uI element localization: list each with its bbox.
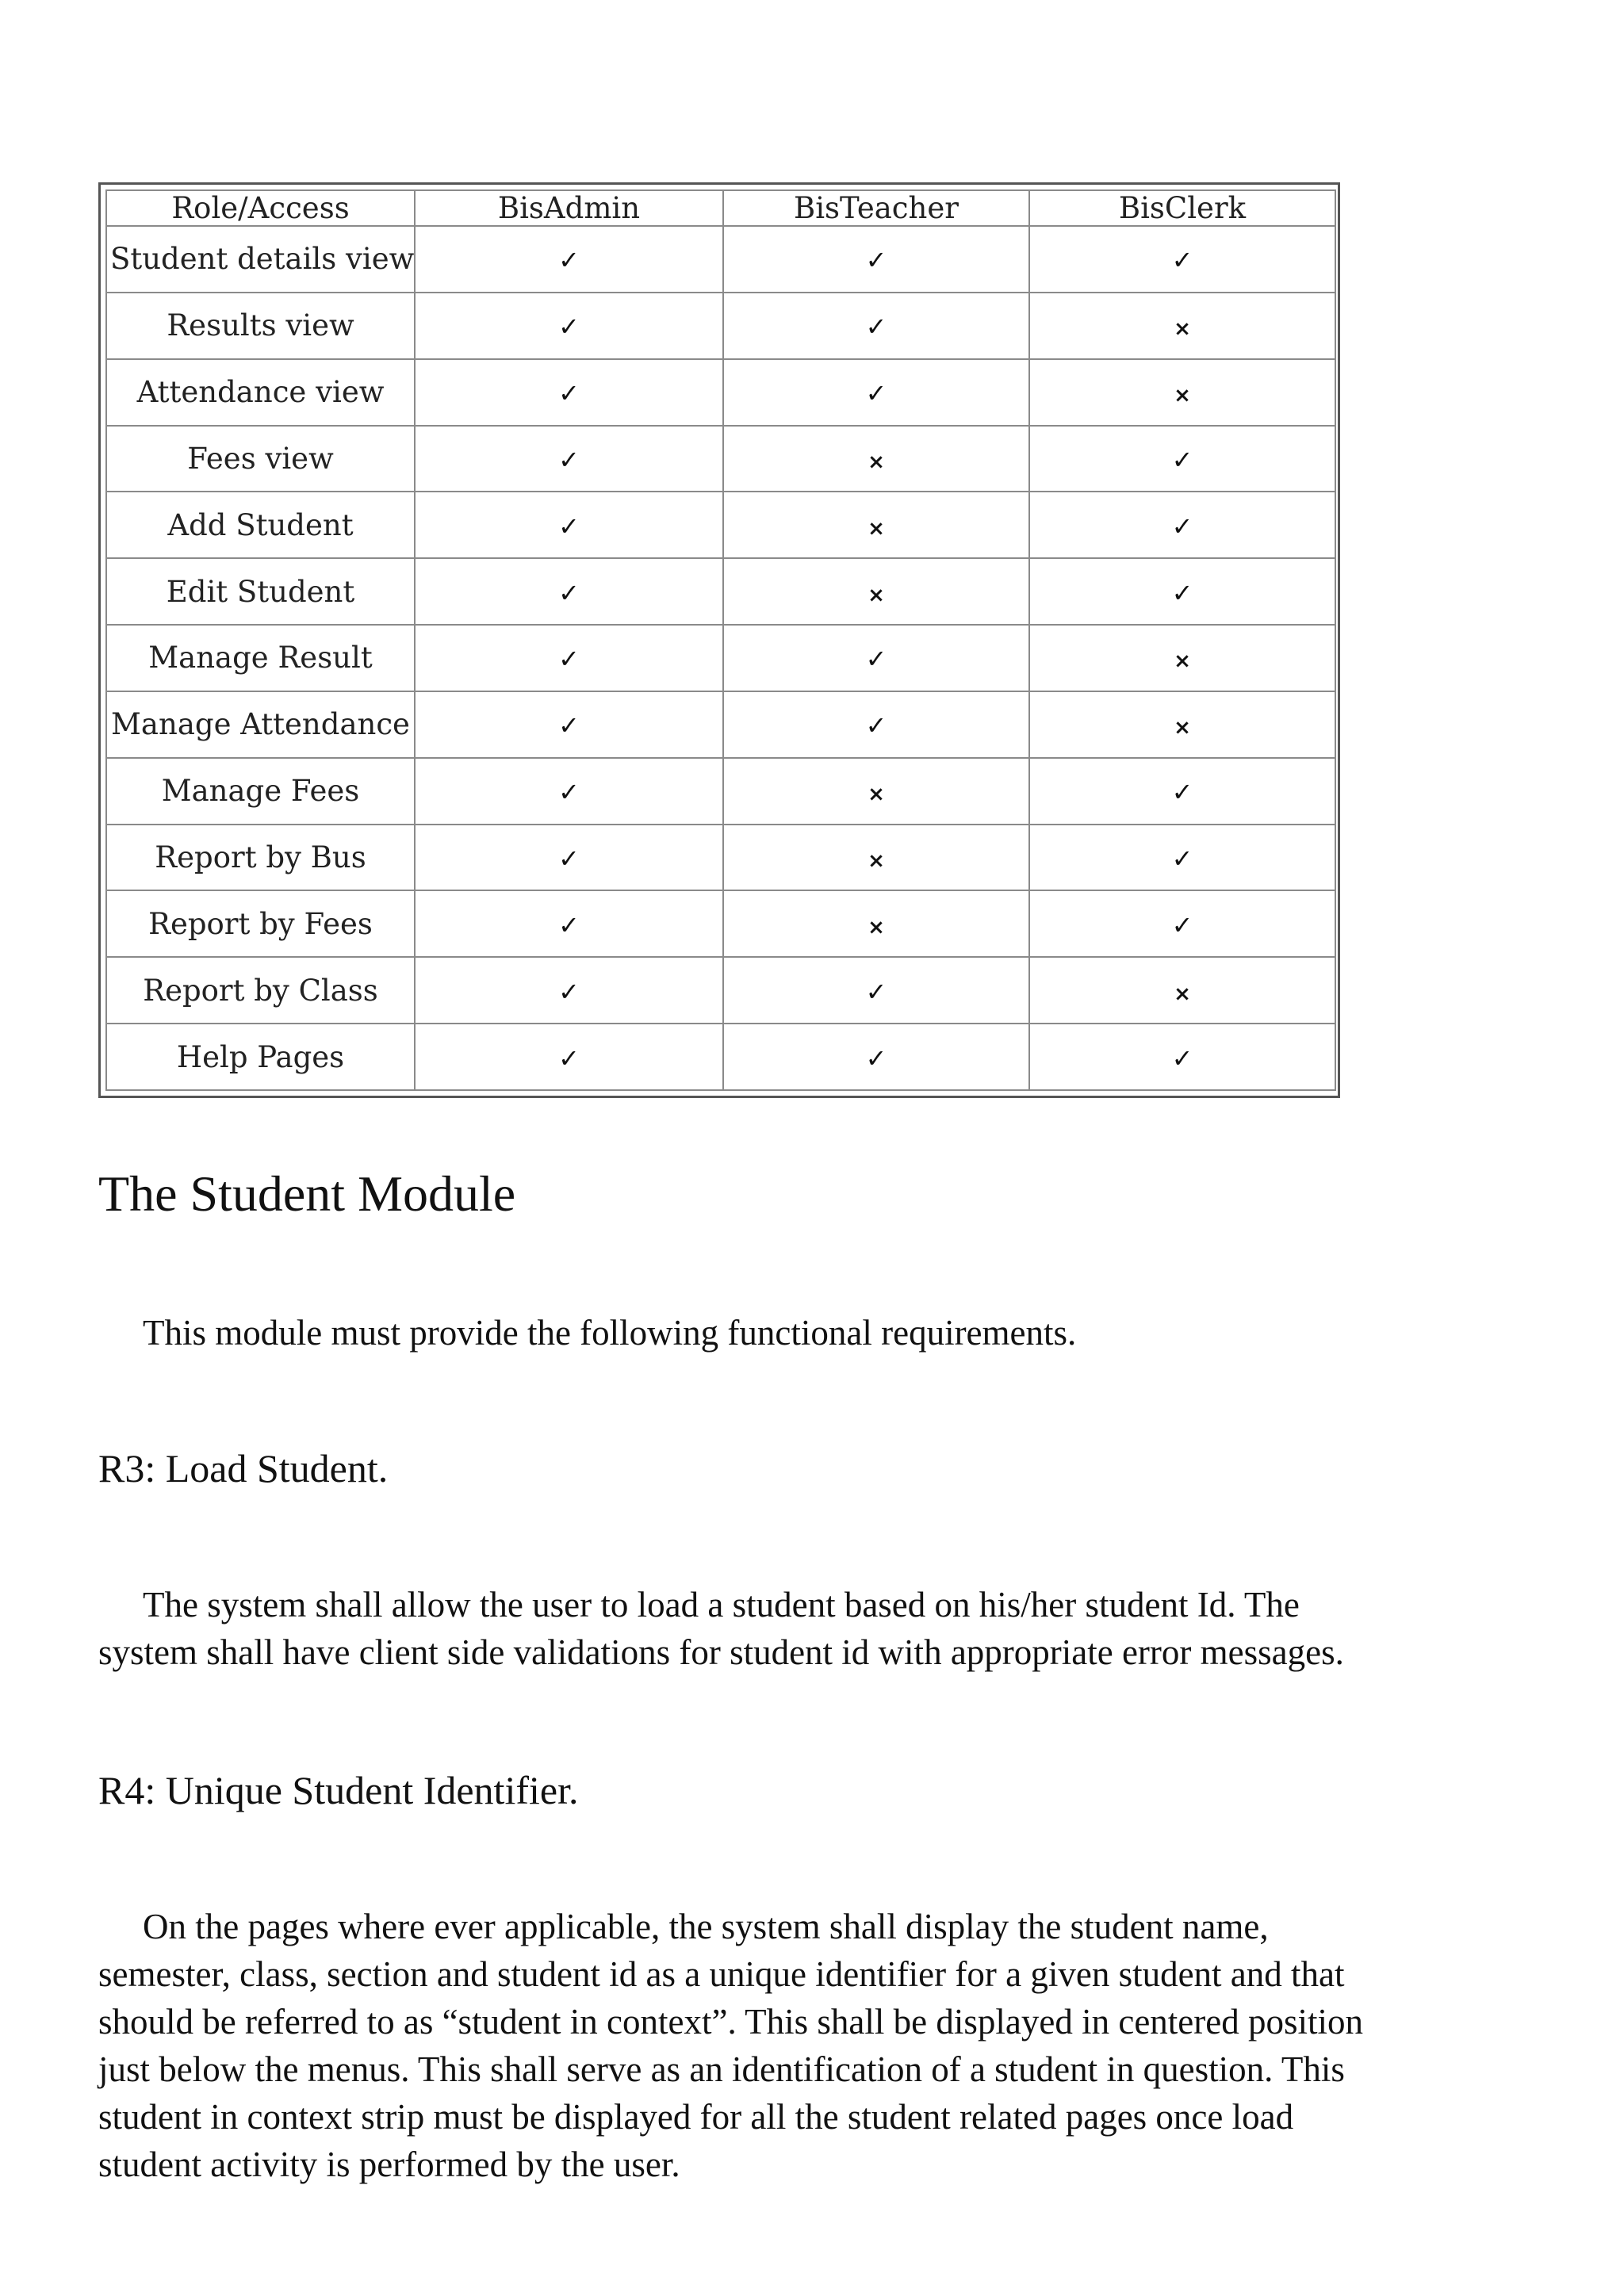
access-cell-bisteacher [723, 226, 1029, 293]
access-label-cell: Add Student [106, 492, 415, 558]
access-cell-bisclerk [1029, 293, 1335, 359]
access-label-cell: Fees view [106, 426, 415, 492]
access-cell-bisclerk [1029, 758, 1335, 825]
access-cell-bisteacher [723, 758, 1029, 825]
check-icon: ✓ [558, 844, 580, 874]
paragraph-line: student in context strip must be displayed for all the student related pages once load [98, 2097, 1294, 2137]
paragraph-line: semester, class, section and student id as a unique identifier for a given student and that [98, 1954, 1345, 1994]
access-cell-bisteacher [723, 426, 1029, 492]
table-row [106, 825, 1335, 891]
access-cell-bisteacher [723, 1024, 1029, 1090]
access-cell-bisclerk [1029, 426, 1335, 492]
table-row [106, 957, 1335, 1024]
check-icon: ✓ [865, 378, 887, 409]
access-label-cell: Report by Fees [106, 890, 415, 957]
access-cell-bisteacher [723, 890, 1029, 957]
table-row [106, 890, 1335, 957]
check-icon: ✓ [558, 444, 580, 475]
cross-icon: × [1174, 384, 1191, 408]
table-row [106, 492, 1335, 558]
check-icon: ✓ [865, 312, 887, 342]
table-row [106, 691, 1335, 758]
access-cell-bisclerk [1029, 1024, 1335, 1090]
section-title: The Student Module [98, 1165, 516, 1222]
access-cell-bisclerk [1029, 226, 1335, 293]
check-icon: ✓ [1171, 777, 1193, 808]
access-label-cell: Student details view [106, 226, 415, 293]
table-row [106, 558, 1335, 625]
table-header-row [106, 190, 1335, 226]
paragraph-line: should be referred to as “student in context”. This shall be displayed in centered position [98, 2002, 1363, 2042]
cross-icon: × [868, 450, 885, 474]
access-cell-bisclerk [1029, 359, 1335, 426]
paragraph-line: On the pages where ever applicable, the system shall display the student name, [143, 1907, 1269, 1946]
access-cell-bisteacher [723, 825, 1029, 891]
access-cell-bisadmin [415, 426, 723, 492]
access-cell-bisteacher [723, 492, 1029, 558]
header-bisteacher: BisTeacher [723, 190, 1029, 226]
check-icon: ✓ [1171, 909, 1193, 940]
access-cell-bisteacher [723, 691, 1029, 758]
access-cell-bisadmin [415, 359, 723, 426]
cross-icon: × [868, 783, 885, 807]
access-cell-bisadmin [415, 625, 723, 691]
check-icon: ✓ [865, 710, 887, 741]
check-icon: ✓ [558, 644, 580, 675]
requirement-r3-heading: R3: Load Student. [98, 1446, 389, 1490]
access-cell-bisadmin [415, 890, 723, 957]
check-icon: ✓ [558, 312, 580, 342]
access-cell-bisclerk [1029, 825, 1335, 891]
cross-icon: × [868, 516, 885, 541]
check-icon: ✓ [1171, 844, 1193, 874]
check-icon: ✓ [865, 1043, 887, 1073]
header-bisclerk: BisClerk [1029, 190, 1335, 226]
cross-icon: × [868, 915, 885, 939]
check-icon: ✓ [558, 511, 580, 541]
access-cell-bisclerk [1029, 691, 1335, 758]
cross-icon: × [868, 583, 885, 607]
access-cell-bisadmin [415, 825, 723, 891]
check-icon: ✓ [1171, 1043, 1193, 1073]
access-label-cell: Manage Fees [106, 758, 415, 825]
paragraph-line: just below the menus. This shall serve as an identification of a student in question. This [98, 2049, 1345, 2089]
check-icon: ✓ [558, 976, 580, 1007]
table-row [106, 758, 1335, 825]
access-label-cell: Results view [106, 293, 415, 359]
cross-icon: × [1174, 649, 1191, 674]
check-icon: ✓ [1171, 245, 1193, 276]
table-row [106, 293, 1335, 359]
access-cell-bisadmin [415, 1024, 723, 1090]
table-row [106, 1024, 1335, 1090]
access-matrix [105, 189, 1336, 1091]
table-row [106, 359, 1335, 426]
access-cell-bisteacher [723, 293, 1029, 359]
paragraph-line: The system shall allow the user to load a student based on his/her student Id. The [143, 1585, 1300, 1624]
cross-icon: × [1174, 317, 1191, 342]
access-cell-bisadmin [415, 691, 723, 758]
access-cell-bisadmin [415, 492, 723, 558]
access-label-cell: Help Pages [106, 1024, 415, 1090]
check-icon: ✓ [558, 245, 580, 276]
check-icon: ✓ [558, 909, 580, 940]
header-role-access: Role/Access [106, 190, 415, 226]
paragraph-line: student activity is performed by the user. [98, 2145, 680, 2184]
check-icon: ✓ [1171, 511, 1193, 541]
check-icon: ✓ [865, 245, 887, 276]
check-icon: ✓ [558, 777, 580, 808]
table-row [106, 226, 1335, 293]
table-row [106, 426, 1335, 492]
access-label-cell: Edit Student [106, 558, 415, 625]
paragraph-line: system shall have client side validations for student id with appropriate error messages. [98, 1632, 1344, 1672]
section-intro [98, 1309, 1526, 1357]
access-cell-bisadmin [415, 293, 723, 359]
check-icon: ✓ [865, 976, 887, 1007]
intro-line: This module must provide the following functional requirements. [143, 1313, 1077, 1353]
cross-icon: × [868, 849, 885, 874]
access-label-cell: Attendance view [106, 359, 415, 426]
access-cell-bisadmin [415, 758, 723, 825]
access-cell-bisadmin [415, 558, 723, 625]
access-cell-bisteacher [723, 957, 1029, 1024]
access-cell-bisclerk [1029, 492, 1335, 558]
access-cell-bisadmin [415, 957, 723, 1024]
requirement-r4-heading: R4: Unique Student Identifier. [98, 1768, 579, 1812]
access-cell-bisteacher [723, 359, 1029, 426]
requirement-r3-text [98, 1581, 1526, 1676]
table-row [106, 625, 1335, 691]
cross-icon: × [1174, 716, 1191, 740]
access-label-cell: Report by Class [106, 957, 415, 1024]
access-cell-bisteacher [723, 558, 1029, 625]
access-cell-bisclerk [1029, 957, 1335, 1024]
check-icon: ✓ [1171, 577, 1193, 608]
access-cell-bisadmin [415, 226, 723, 293]
access-label-cell: Report by Bus [106, 825, 415, 891]
access-cell-bisclerk [1029, 558, 1335, 625]
access-cell-bisclerk [1029, 890, 1335, 957]
access-label-cell: Manage Result [106, 625, 415, 691]
role-access-table [98, 182, 1340, 1098]
requirement-r4-text [98, 1903, 1526, 2188]
access-label-cell: Manage Attendance [106, 691, 415, 758]
check-icon: ✓ [558, 710, 580, 741]
header-bisadmin: BisAdmin [415, 190, 723, 226]
check-icon: ✓ [1171, 444, 1193, 475]
check-icon: ✓ [558, 1043, 580, 1073]
check-icon: ✓ [865, 644, 887, 675]
check-icon: ✓ [558, 378, 580, 409]
check-icon: ✓ [558, 577, 580, 608]
access-cell-bisclerk [1029, 625, 1335, 691]
access-cell-bisteacher [723, 625, 1029, 691]
cross-icon: × [1174, 982, 1191, 1006]
